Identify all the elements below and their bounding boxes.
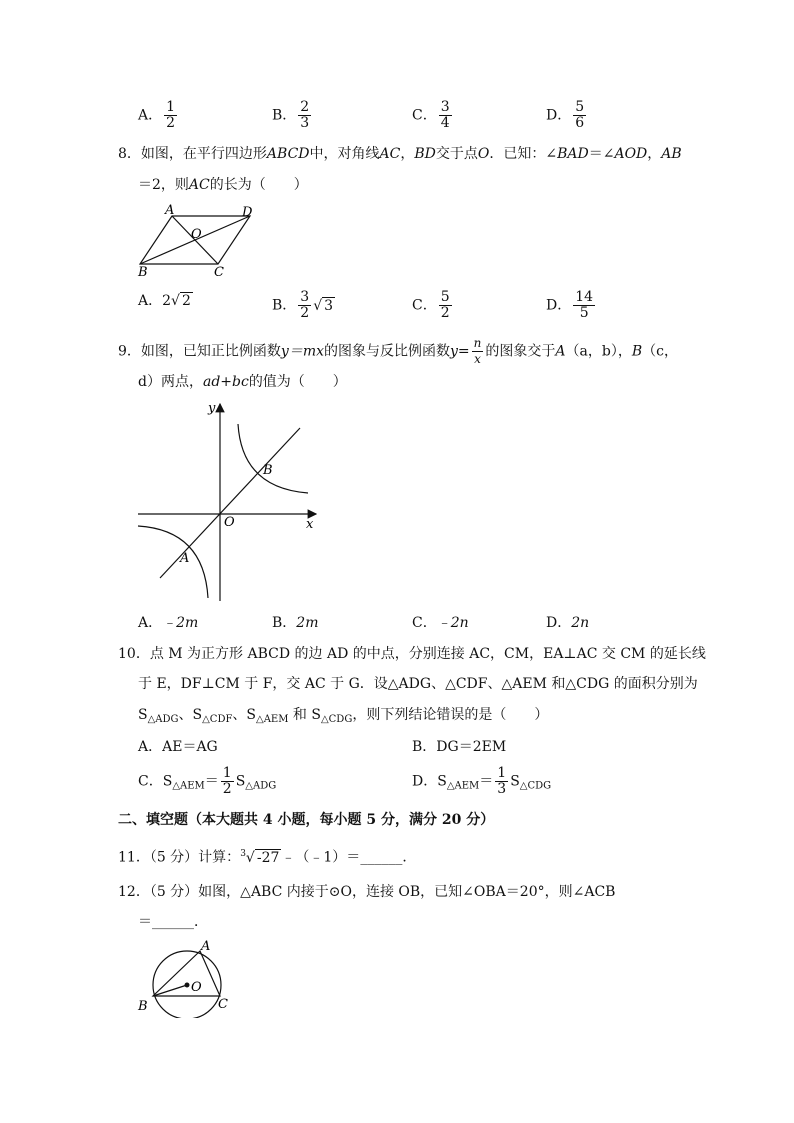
q8-option-b[interactable]: B． $\frac{3}{2}$ √ 3 <box>272 289 334 321</box>
answer-blank[interactable]: ______ <box>360 849 403 866</box>
section-heading: 二、填空题（本大题共 4 小题，每小题 5 分，满分 20 分） <box>118 812 495 828</box>
q9-option-a[interactable]: A．﹣2m <box>138 615 199 631</box>
q9-option-b[interactable]: B．2m <box>272 615 319 631</box>
label-d: D <box>242 205 253 220</box>
q12-stem-line1: 12．（5 分）如图，△ABC 内接于⊙O，连接 OB，已知∠OBA＝20°，则∠ACB <box>118 884 616 900</box>
q8-stem-line2: ＝2，则AC的长为（ ） <box>138 177 308 193</box>
q7-option-a[interactable]: A． $\frac{1}{2}$ <box>138 99 176 131</box>
q9-stem-line1: 9．如图，已知正比例函数y＝mx的图象与反比例函数y= $\frac{n}{x}$ 的图象交于A（a，b），B（c， <box>118 336 678 366</box>
label-b: B <box>263 463 273 478</box>
label-a: A <box>165 203 175 218</box>
label-b: B <box>138 265 148 280</box>
q10-stem-line3: $S_{\triangle ADG}$、$S_{\triangle CDF}$、$S_{\triangle AEM}$ 和 $S_{\triangle CDG}$，则下列结论错误的是（ ） <box>138 707 549 725</box>
label-o: O <box>224 515 235 530</box>
q8-option-d[interactable]: D． $\frac{14}{5}$ <box>546 289 594 321</box>
triangle-abc <box>153 951 220 996</box>
q9-option-c[interactable]: C．﹣2n <box>412 615 469 631</box>
q7-option-b[interactable]: B． $\frac{2}{3}$ <box>272 99 310 131</box>
q10-stem-line2: 于 E，DF⊥CM 于 F，交 AC 于 G．设△ADG、△CDF、△AEM 和△CDG 的面积分别为 <box>138 676 698 692</box>
label-o: O <box>191 980 202 995</box>
q7-option-d[interactable]: D． $\frac{5}{6}$ <box>546 99 585 131</box>
q10-option-b[interactable]: B．DG＝2EM <box>412 739 507 755</box>
q10-option-d[interactable]: D．$S_{\triangle AEM}=$ $\frac{1}{3}$ $S_{\triangle CDG}$ <box>412 765 552 797</box>
q10-option-a[interactable]: A．AE＝AG <box>138 739 218 755</box>
center-dot <box>185 983 190 988</box>
q10-option-c[interactable]: C．$S_{\triangle AEM}=$ $\frac{1}{2}$ $S_{\triangle ADG}$ <box>138 765 277 797</box>
q9-stem-line2: d）两点，ad+bc的值为（ ） <box>138 374 347 390</box>
q9-option-d[interactable]: D．2n <box>546 615 590 631</box>
label-y: y <box>208 401 216 416</box>
label-x: x <box>306 517 314 532</box>
q11-stem: 11．（5 分）计算：$^3$√ -27 ﹣（﹣1）＝______． <box>118 849 417 866</box>
q8-option-c[interactable]: C． $\frac{5}{2}$ <box>412 289 450 321</box>
label-a: A <box>180 551 190 566</box>
q9-graph-figure <box>136 398 326 603</box>
hyperbola-branch-q3 <box>138 526 208 598</box>
label-b: B <box>138 999 148 1014</box>
q8-option-a[interactable]: A．2√ 2 <box>138 293 191 309</box>
q7-option-c[interactable]: C． $\frac{3}{4}$ <box>412 99 450 131</box>
q12-circle-figure <box>134 938 234 1018</box>
q8-parallelogram-figure <box>134 202 264 280</box>
label-c: C <box>218 997 228 1012</box>
label-o: O <box>191 227 202 242</box>
label-c: C <box>214 265 224 280</box>
q8-stem-line1: 8．如图，在平行四边形ABCD中，对角线AC，BD交于点O．已知：∠BAD＝∠AOD，AB <box>118 146 682 162</box>
q10-stem-line1: 10．点 M 为正方形 ABCD 的边 AD 的中点，分别连接 AC，CM，EA⊥AC 交 CM 的延长线 <box>118 646 706 662</box>
q12-stem-line2: ＝______． <box>138 914 208 930</box>
label-a: A <box>201 939 211 954</box>
